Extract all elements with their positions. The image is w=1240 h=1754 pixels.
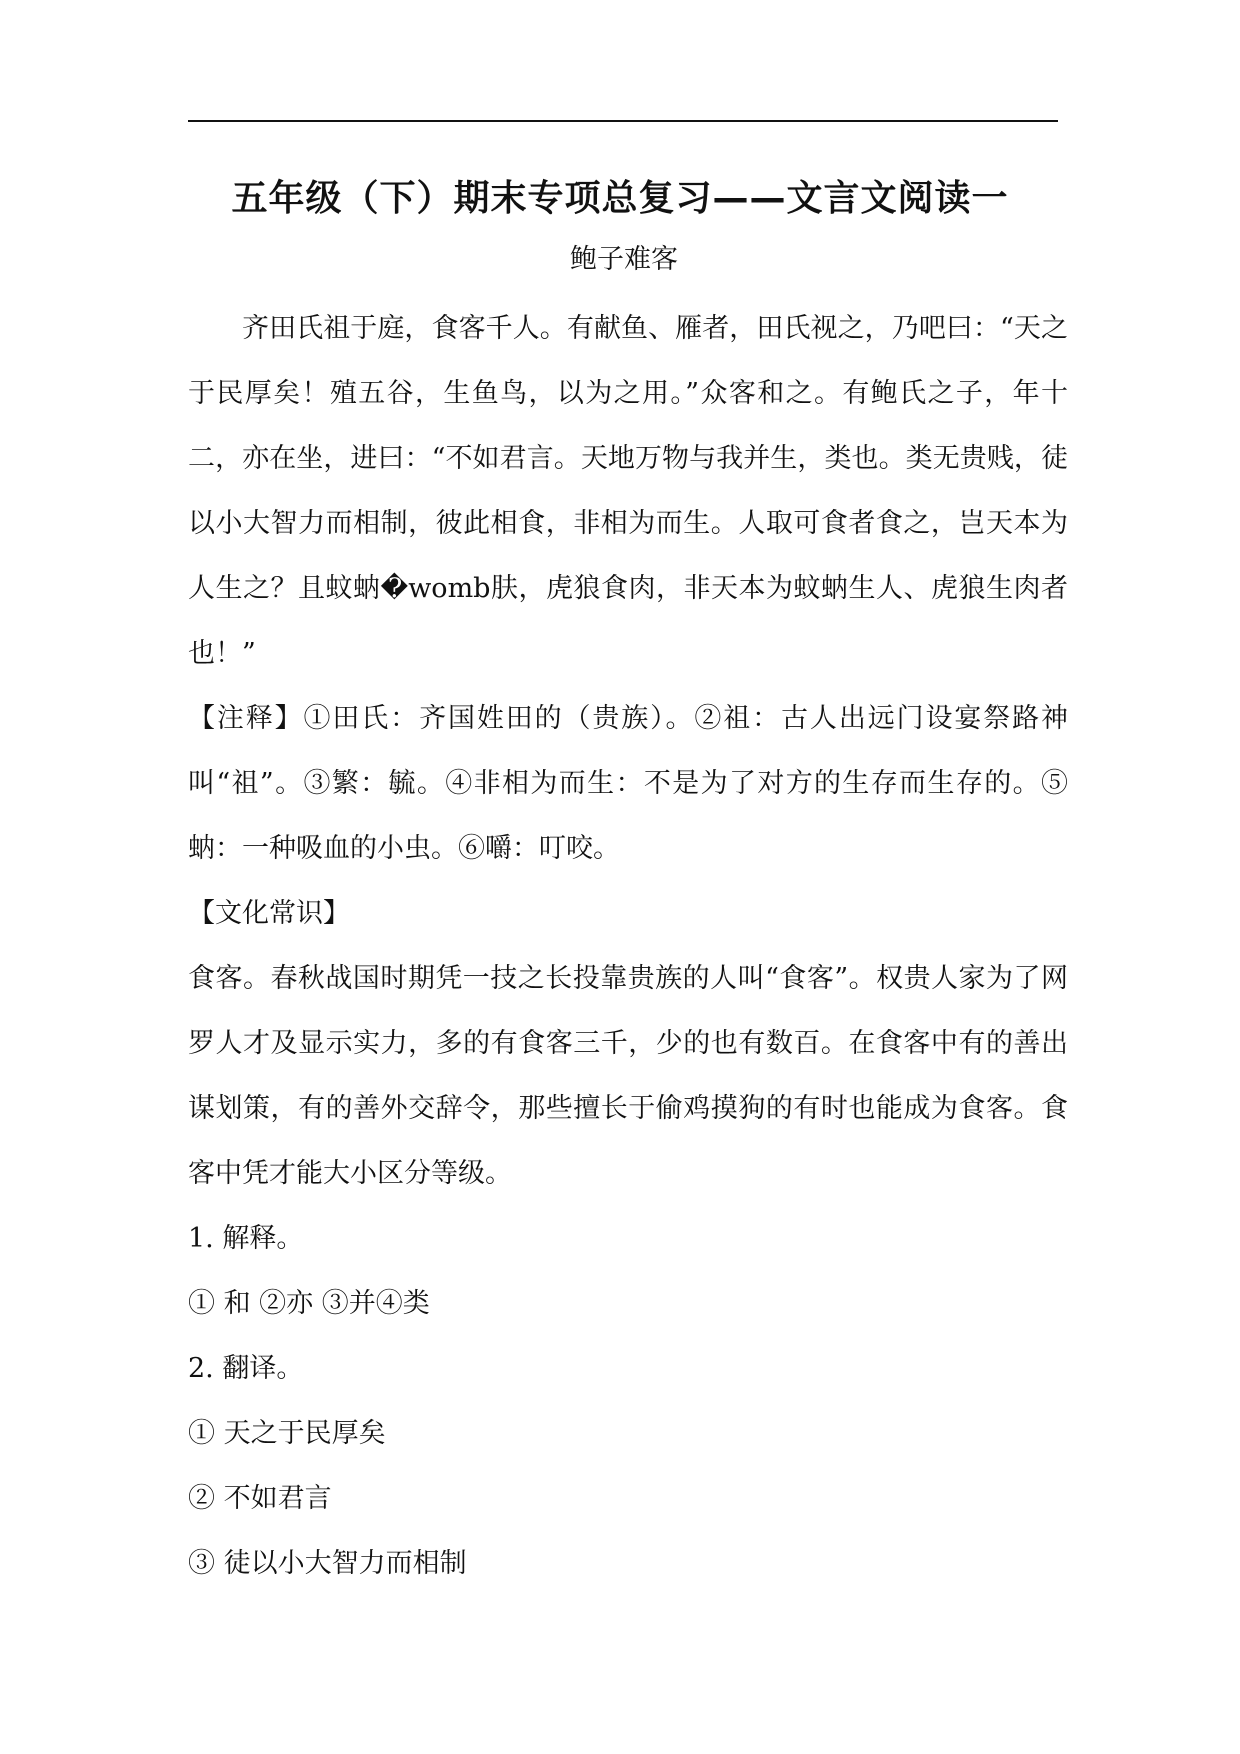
question-2-item-2: ② 不如君言 (188, 1483, 332, 1514)
culture-heading: 【文化常识】 (188, 898, 350, 929)
question-2-item-3: ③ 徒以小大智力而相制 (188, 1548, 467, 1579)
notes-text: 【注释】①田氏：齐国姓田的（贵族）。②祖：古人出远门设宴祭路神叫“祖”。③繁：毓。④非相为而生：不是为了对方的生存而生存的。⑤蚋：一种吸血的小虫。⑥嚼：叮咬。 (188, 703, 1068, 864)
question-2-label: 2. 翻译。 (188, 1353, 304, 1384)
culture-text: 食客。春秋战国时期凭一技之长投靠贵族的人叫“食客”。权贵人家为了网罗人才及显示实力，多的有食客三千，少的也有数百。在食客中有的善出谋划策，有的善外交辞令，那些擅长于偷鸡摸狗的有时也能成为食客。食客中凭才能大小区分等级。 (188, 963, 1068, 1189)
document-body (188, 296, 1068, 1596)
question-2-item-1: ① 天之于民厚矣 (188, 1418, 386, 1449)
header-rule (188, 120, 1058, 122)
document-title: 五年级（下）期末专项总复习——文言文阅读一 (231, 178, 1009, 219)
passage-text: 齐田氏祖于庭，食客千人。有献鱼、雁者，田氏视之，乃吧曰：“天之于民厚矣！殖五谷，生鱼鸟，以为之用。”众客和之。有鲍氏之子，年十二，亦在坐，进曰：“不如君言。天地万物与我并生，类也。类无贵贱，徒以小大智力而相制，彼此相食，非相为而生。人取可食者食之，岂天本为人生之？且蚊蚋�womb肤，虎狼食肉，非天本为蚊蚋生人、虎狼生肉者也！” (188, 313, 1068, 669)
question-1-items: ① 和 ②亦 ③并④类 (188, 1288, 430, 1319)
passage-title: 鲍子难客 (570, 244, 678, 275)
question-1-label: 1. 解释。 (188, 1223, 304, 1254)
